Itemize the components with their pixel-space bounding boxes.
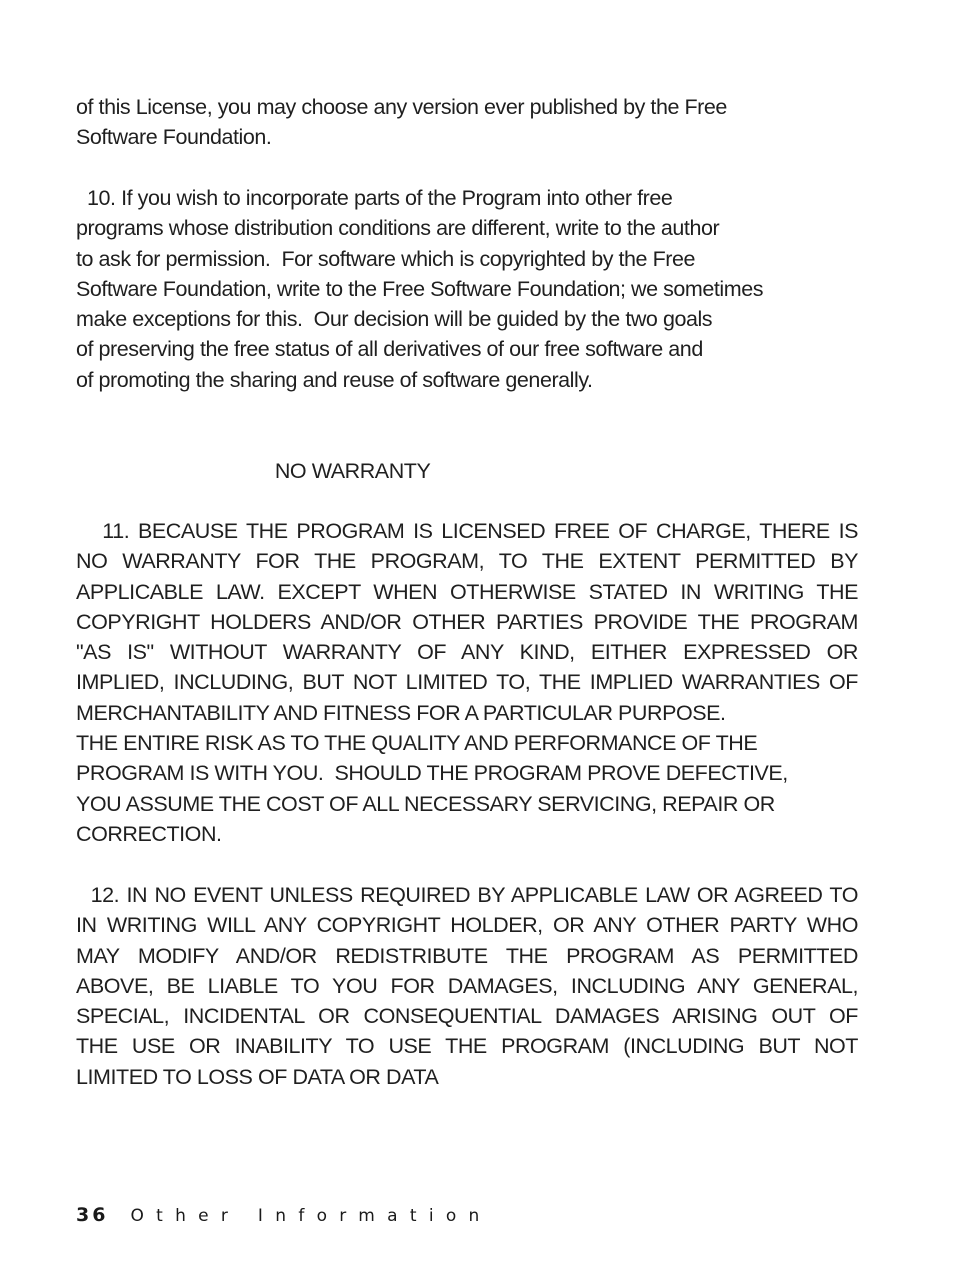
- text-line: of this License, you may choose any version ever published by the Free: [76, 95, 727, 119]
- section-12-paragraph: [76, 880, 858, 1092]
- text-line: APPLICABLE LAW. EXCEPT WHEN OTHERWISE STATED IN WRITING THE: [76, 579, 858, 604]
- section-12-justified: [76, 880, 858, 1092]
- text-line: Software Foundation.: [76, 125, 272, 150]
- text-line: CORRECTION.: [76, 821, 222, 846]
- text-line: to ask for permission. For software which is copyrighted by the Free: [76, 246, 695, 271]
- text-line: THE USE OR INABILITY TO USE THE PROGRAM (INCLUDING BUT NOT: [76, 1034, 858, 1059]
- text-line: ABOVE, BE LIABLE TO YOU FOR DAMAGES, INCLUDING ANY GENERAL,: [76, 973, 858, 998]
- license-intro-paragraph: [76, 92, 727, 153]
- text-line: 10. If you wish to incorporate parts of the Program into other free: [76, 186, 673, 210]
- text-line: MAY MODIFY AND/OR REDISTRIBUTE THE PROGRAM AS PERMITTED: [76, 943, 858, 968]
- text-line: COPYRIGHT HOLDERS AND/OR OTHER PARTIES PROVIDE THE PROGRAM: [76, 609, 858, 634]
- section-11-justified: [76, 516, 858, 728]
- text-line: IN WRITING WILL ANY COPYRIGHT HOLDER, OR ANY OTHER PARTY WHO: [76, 913, 858, 938]
- text-line: IMPLIED, INCLUDING, BUT NOT LIMITED TO, THE IMPLIED WARRANTIES OF: [76, 670, 858, 695]
- page-number: 36: [76, 1204, 109, 1226]
- text-line: YOU ASSUME THE COST OF ALL NECESSARY SERVICING, REPAIR OR: [76, 791, 775, 816]
- text-line: "AS IS" WITHOUT WARRANTY OF ANY KIND, EITHER EXPRESSED OR: [76, 640, 858, 665]
- section-11-paragraph: [76, 516, 858, 849]
- text-line: LIMITED TO LOSS OF DATA OR DATA: [76, 1064, 439, 1089]
- text-line: Software Foundation, write to the Free Software Foundation; we sometimes: [76, 276, 764, 301]
- text-line: SPECIAL, INCIDENTAL OR CONSEQUENTIAL DAMAGES ARISING OUT OF: [76, 1004, 858, 1029]
- text-line: PROGRAM IS WITH YOU. SHOULD THE PROGRAM PROVE DEFECTIVE,: [76, 761, 788, 786]
- no-warranty-heading: [76, 456, 430, 486]
- text-line: 12. IN NO EVENT UNLESS REQUIRED BY APPLICABLE LAW OR AGREED TO: [76, 883, 858, 907]
- text-line: programs whose distribution conditions are different, write to the author: [76, 216, 720, 241]
- page-footer: [76, 1204, 492, 1228]
- footer-section-name: Other Information: [130, 1206, 492, 1226]
- text-line: NO WARRANTY FOR THE PROGRAM, TO THE EXTENT PERMITTED BY: [76, 549, 858, 574]
- text-line: THE ENTIRE RISK AS TO THE QUALITY AND PERFORMANCE OF THE: [76, 731, 758, 756]
- text-line: 11. BECAUSE THE PROGRAM IS LICENSED FREE OF CHARGE, THERE IS: [76, 519, 858, 543]
- text-line: of promoting the sharing and reuse of software generally.: [76, 367, 593, 392]
- section-10-paragraph: [76, 183, 763, 395]
- text-line: MERCHANTABILITY AND FITNESS FOR A PARTICULAR PURPOSE.: [76, 700, 726, 725]
- text-line: make exceptions for this. Our decision will be guided by the two goals: [76, 307, 713, 332]
- heading-text: NO WARRANTY: [76, 459, 431, 483]
- text-line: of preserving the free status of all derivatives of our free software and: [76, 337, 703, 362]
